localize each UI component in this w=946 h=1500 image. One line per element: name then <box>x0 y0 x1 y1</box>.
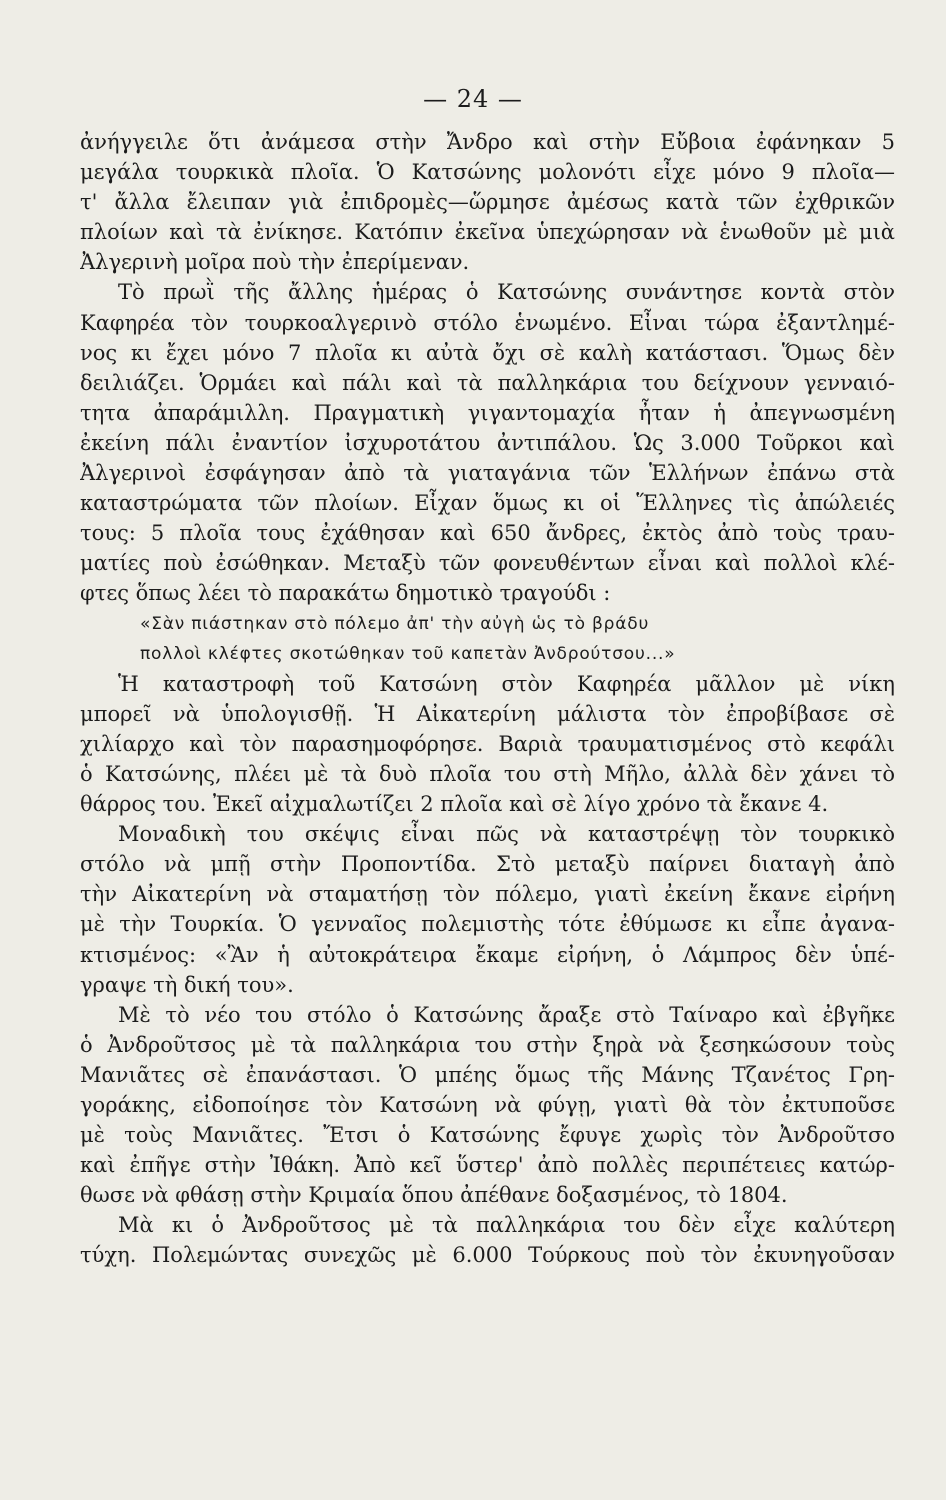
text-line: νος κι ἔχει μόνο 7 πλοῖα κι αὐτὰ ὄχι σὲ καλὴ κατάστασι. Ὅμως δὲν <box>80 340 895 365</box>
text-line: ἐκείνη πάλι ἐναντίον ἰσχυροτάτου ἀντιπάλου. Ὡς 3.000 Τοῦρκοι καὶ <box>80 430 895 455</box>
text-line: γραψε τὴ δική του». <box>80 972 294 997</box>
text-line: μεγάλα τουρκικὰ πλοῖα. Ὁ Κατσώνης μολονότι εἶχε μόνο 9 πλοῖα— <box>80 160 895 185</box>
text-line: ματίες ποὺ ἐσώθηκαν. Μεταξὺ τῶν φονευθέντων εἶναι καὶ πολλοὶ κλέ- <box>80 551 895 576</box>
text-line: Μανιᾶτες σὲ ἐπανάστασι. Ὁ μπέης ὅμως τῆς Μάνης Τζανέτος Γρη- <box>80 1062 895 1087</box>
text-line: πλοίων καὶ τὰ ἐνίκησε. Κατόπιν ἐκεῖνα ὑπεχώρησαν νὰ ἑνωθοῦν μὲ μιὰ <box>80 220 895 245</box>
text-line: ὁ Ἀνδροῦτσος μὲ τὰ παλληκάρια του στὴν ξηρὰ νὰ ξεσηκώσουν τοὺς <box>80 1032 895 1057</box>
folk-song-quote <box>80 609 895 669</box>
paragraph <box>80 277 895 608</box>
text-line: θάρρος του. Ἐκεῖ αἰχμαλωτίζει 2 πλοῖα καὶ σὲ λίγο χρόνο τὰ ἔκανε 4. <box>80 792 829 817</box>
text-line: ἀνήγγειλε ὅτι ἀνάμεσα στὴν Ἄνδρο καὶ στὴν Εὔβοια ἐφάνηκαν 5 <box>80 130 895 154</box>
paragraph <box>80 819 895 1000</box>
text-line: Τὸ πρωῒ τῆς ἄλλης ἡμέρας ὁ Κατσώνης συνάντησε κοντὰ στὸν <box>118 280 895 305</box>
page-number: — 24 — <box>423 85 523 113</box>
text-line: τύχη. Πολεμώντας συνεχῶς μὲ 6.000 Τούρκους ποὺ τὸν ἐκυνηγοῦσαν <box>80 1243 895 1268</box>
body-text <box>80 127 895 1271</box>
paragraph <box>80 1000 895 1211</box>
text-line: καὶ ἐπῆγε στὴν Ἰθάκη. Ἀπὸ κεῖ ὕστερ' ἀπὸ πολλὲς περιπέτειες κατώρ- <box>80 1153 895 1178</box>
text-line: γοράκης, εἰδοποίησε τὸν Κατσώνη νὰ φύγῃ, γιατὶ θὰ τὸν ἐκτυποῦσε <box>80 1093 895 1117</box>
text-line: θωσε νὰ φθάσῃ στὴν Κριμαία ὅπου ἀπέθανε δοξασμένος, τὸ 1804. <box>80 1183 788 1208</box>
text-line: Ἡ καταστροφὴ τοῦ Κατσώνη στὸν Καφηρέα μᾶλλον μὲ νίκη <box>118 671 895 696</box>
paragraph <box>80 1210 895 1270</box>
text-line: δειλιάζει. Ὁρμάει καὶ πάλι καὶ τὰ παλληκάρια του δείχνουν γενναιό- <box>80 370 895 395</box>
text-line: Μὲ τὸ νέο του στόλο ὁ Κατσώνης ἄραξε στὸ Ταίναρο καὶ ἐβγῆκε <box>118 1002 895 1027</box>
text-line: κτισμένος: «Ἂν ἡ αὐτοκράτειρα ἔκαμε εἰρήνη, ὁ Λάμπρος δὲν ὑπέ- <box>80 942 895 967</box>
text-line: στόλο νὰ μπῇ στὴν Προποντίδα. Στὸ μεταξὺ παίρνει διαταγὴ ἀπὸ <box>80 852 895 877</box>
text-line: Μοναδικὴ του σκέψις εἶναι πῶς νὰ καταστρέψῃ τὸν τουρκικὸ <box>118 822 895 847</box>
paragraph <box>80 127 895 277</box>
text-line: καταστρώματα τῶν πλοίων. Εἶχαν ὅμως κι οἱ Ἕλληνες τὶς ἀπώλειές <box>80 491 895 516</box>
text-line: τ' ἄλλα ἔλειπαν γιὰ ἐπιδρομὲς—ὥρμησε ἀμέσως κατὰ τῶν ἐχθρικῶν <box>80 190 895 215</box>
text-line: Ἀλγερινὴ μοῖρα ποὺ τὴν ἐπερίμεναν. <box>80 250 470 275</box>
text-line: μὲ τοὺς Μανιᾶτες. Ἔτσι ὁ Κατσώνης ἔφυγε χωρὶς τὸν Ἀνδροῦτσο <box>80 1123 895 1148</box>
text-line: φτες ὅπως λέει τὸ παρακάτω δημοτικὸ τραγούδι : <box>80 581 611 606</box>
paragraph <box>80 669 895 819</box>
text-line: Ἀλγερινοὶ ἐσφάγησαν ἀπὸ τὰ γιαταγάνια τῶν Ἑλλήνων ἐπάνω στὰ <box>80 461 895 486</box>
text-line: μὲ τὴν Τουρκία. Ὁ γενναῖος πολεμιστὴς τότε ἐθύμωσε κι εἶπε ἀγανα- <box>80 912 895 937</box>
quote-line: «Σὰν πιάστηκαν στὸ πόλεμο ἀπ' τὴν αὐγὴ ὡς τὸ βράδυ <box>140 613 650 634</box>
text-line: τητα ἀπαράμιλλη. Πραγματικὴ γιγαντομαχία ἦταν ἡ ἀπεγνωσμένη <box>80 400 895 425</box>
text-line: Καφηρέα τὸν τουρκοαλγερινὸ στόλο ἑνωμένο. Εἶναι τώρα ἐξαντλημέ- <box>80 310 895 335</box>
text-line: Μὰ κι ὁ Ἀνδροῦτσος μὲ τὰ παλληκάρια του δὲν εἶχε καλύτερη <box>118 1213 895 1238</box>
text-line: χιλίαρχο καὶ τὸν παρασημοφόρησε. Βαριὰ τραυματισμένος στὸ κεφάλι <box>80 731 895 756</box>
text-line: μπορεῖ νὰ ὑπολογισθῇ. Ἡ Αἰκατερίνη μάλιστα τὸν ἐπροβίβασε σὲ <box>80 701 895 726</box>
text-line: τὴν Αἰκατερίνη νὰ σταματήσῃ τὸν πόλεμο, γιατὶ ἐκείνη ἔκανε εἰρήνη <box>80 882 895 907</box>
quote-line: πολλοὶ κλέφτες σκοτώθηκαν τοῦ καπετὰν Ἀνδρούτσου...» <box>140 643 676 664</box>
text-line: τους: 5 πλοῖα τους ἐχάθησαν καὶ 650 ἄνδρες, ἐκτὸς ἀπὸ τοὺς τραυ- <box>80 521 895 546</box>
text-line: ὁ Κατσώνης, πλέει μὲ τὰ δυὸ πλοῖα του στὴ Μῆλο, ἀλλὰ δὲν χάνει τὸ <box>80 761 895 786</box>
